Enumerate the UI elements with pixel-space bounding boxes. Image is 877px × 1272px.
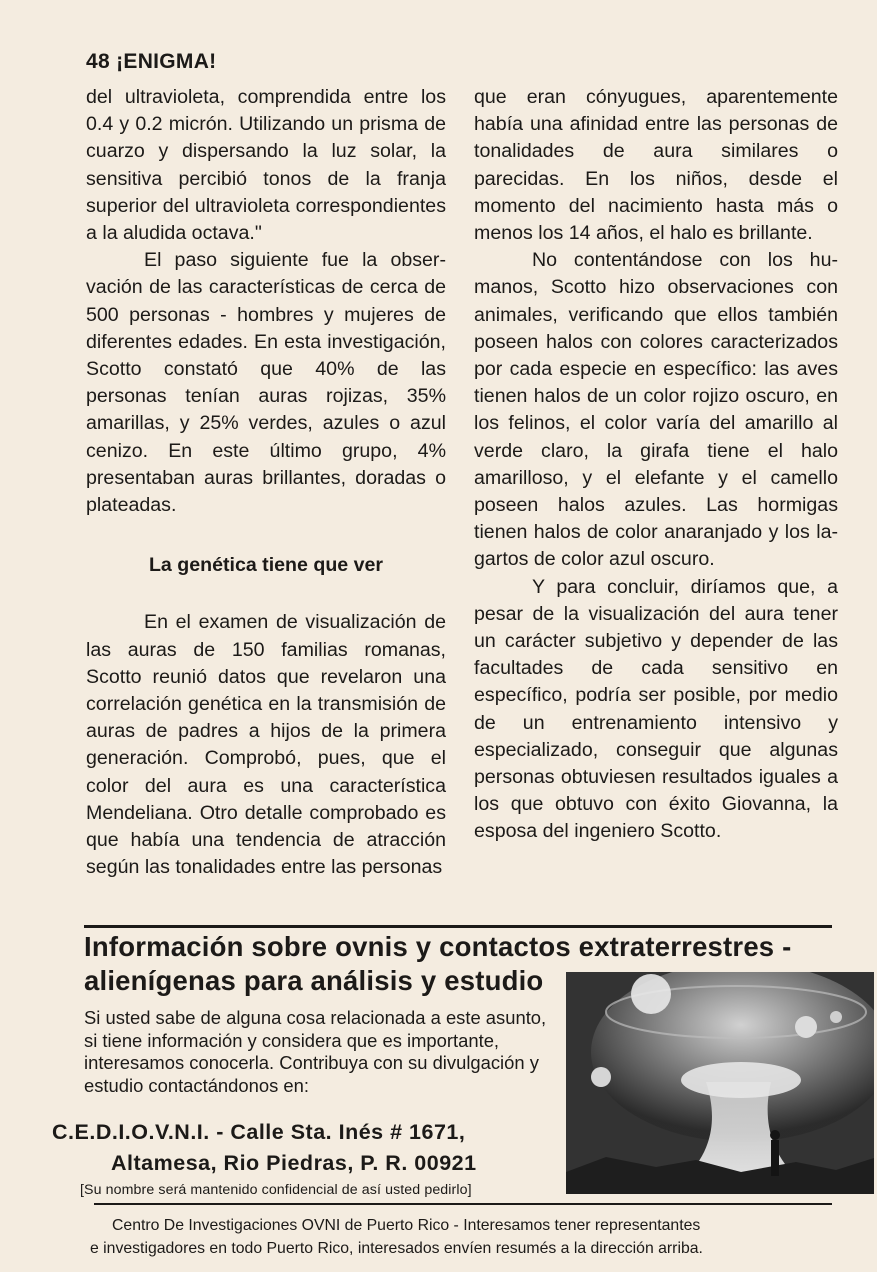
ad-title-line: Información sobre ovnis y contactos extraterrestres - bbox=[84, 931, 792, 962]
ad-body-text: Si usted sabe de alguna cosa relacionada a este asunto, si tiene información y considera que es importante, interesamos conocerla. Contribuya con su divulgación y estudio contactándonos en: bbox=[84, 1007, 547, 1096]
footer-line: e investigadores en todo Puerto Rico, interesados envíen resumés a la dirección arriba. bbox=[90, 1240, 703, 1257]
ad-title-line: alienígenas para análisis y estudio bbox=[84, 965, 544, 996]
page-header: 48 ¡ENIGMA! bbox=[86, 50, 217, 73]
section-subheading: La genética tiene que ver bbox=[148, 554, 384, 577]
divider-rule bbox=[84, 925, 832, 928]
confidential-note: [Su nombre será mantenido confidencial de así usted pedirlo] bbox=[80, 1182, 472, 1198]
paragraph: No contentándose con los humanos, Scotto hizo observaciones con animales, verificando que ellos también poseen halos con colores caracterizados por cada especie en específico: las aves tienen halos de un color rojizo oscuro, en los felinos, el color varía del amarillo al verde claro, la girafa tiene el halo amarilloso, y el elefante y el camello poseen halos azules. Las hormigas tienen halos de color anaranjado y los lagartos de color azul oscuro. bbox=[474, 249, 838, 571]
footer-line: Centro De Investigaciones OVNI de Puerto Rico - Interesamos tener representantes bbox=[112, 1217, 701, 1234]
article-right-column bbox=[474, 84, 838, 846]
paragraph: que eran cónyugues, aparentemente había una afinidad entre las personas de tonalidades de aura similares o parecidas. En los niños, desde el momento del nacimiento hasta más o menos los 14 años, el halo es brillante. bbox=[474, 86, 838, 245]
paragraph: Y para concluir, diríamos que, a pesar de la visualización del aura tener un carácter subjetivo y depender de las facultades de cada sensitivo en específico, podría ser posible, por medio de un entrenamiento intensivo y especializado, conseguir que algunas personas obtuviesen resultados iguales a los que obtuvo con éxito Giovanna, la esposa del ingeniero Scotto. bbox=[474, 575, 838, 843]
address-line: C.E.D.I.O.V.N.I. - Calle Sta. Inés # 1671, bbox=[52, 1120, 466, 1144]
paragraph: El paso siguiente fue la observación de las características de cerca de 500 personas - hombres y mujeres de diferentes edades. En esta investigación, Scotto constató que 40% de las personas tenían auras rojizas, 35% amarillas, y 25% verdes, azules o azul cenizo. En este último grupo, 4% presentaban auras brillantes, doradas o plateadas. bbox=[86, 249, 446, 517]
paragraph: del ultravioleta, comprendida entre los 0.4 y 0.2 micrón. Utilizando un prisma de cuarzo y dispersando la luz solar, la sensitiva percibió tonos de la franja superior del ultravioleta correspondientes a la aludida octava." bbox=[86, 86, 446, 245]
divider-rule bbox=[94, 1203, 832, 1205]
paragraph: En el examen de visualización de las auras de 150 familias romanas, Scotto reunió datos que revelaron una correlación genética en la transmisión de auras de padres a hijos de la primera generación. Comprobó, pues, que el color del aura es una característica Mendeliana. Otro detalle comprobado es que había una tendencia de atracción según las tonalidades entre las personas bbox=[86, 611, 446, 879]
footer-note bbox=[90, 1214, 830, 1260]
ufo-landing-illustration bbox=[566, 972, 874, 1194]
article-left-column bbox=[86, 84, 446, 881]
address-line: Altamesa, Rio Piedras, P. R. 00921 bbox=[111, 1151, 477, 1175]
